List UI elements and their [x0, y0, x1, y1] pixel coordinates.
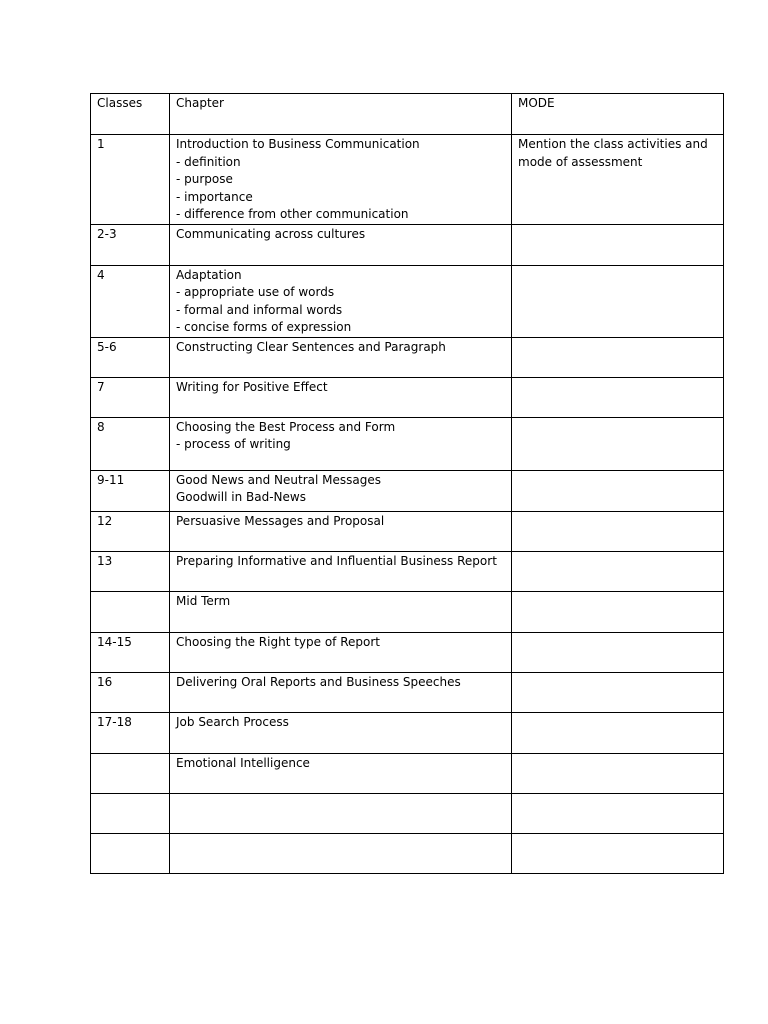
chapter-point: - formal and informal words: [176, 302, 343, 317]
classes-value: 17-18: [97, 714, 132, 729]
mode-cell: [512, 511, 724, 551]
table-row: [91, 753, 724, 793]
classes-cell: [91, 632, 170, 672]
mode-value: Mention the class activities and mode of assessment: [518, 137, 708, 169]
chapter-cell: [170, 265, 512, 337]
chapter-title: Choosing the Best Process and Form: [176, 419, 396, 434]
chapter-cell: [170, 377, 512, 417]
chapter-title: Good News and Neutral Messages: [176, 472, 381, 487]
table-row: [91, 672, 724, 712]
mode-cell: [512, 712, 724, 753]
mode-cell: [512, 377, 724, 417]
mode-cell: [512, 753, 724, 793]
chapter-cell: [170, 712, 512, 753]
classes-value: 8: [97, 419, 105, 434]
classes-value: 5-6: [97, 339, 117, 354]
chapter-cell: [170, 672, 512, 712]
mode-cell: [512, 417, 724, 470]
chapter-title: Choosing the Right type of Report: [176, 634, 380, 649]
chapter-cell: [170, 551, 512, 591]
classes-cell: [91, 265, 170, 337]
classes-cell: [91, 417, 170, 470]
chapter-title: Emotional Intelligence: [176, 755, 310, 770]
mode-cell: [512, 224, 724, 265]
chapter-point: - appropriate use of words: [176, 285, 335, 299]
chapter-cell: [170, 833, 512, 873]
table-row: [91, 712, 724, 753]
classes-value: 13: [97, 553, 113, 568]
mode-cell: [512, 632, 724, 672]
table-row: [91, 377, 724, 417]
classes-value: 14-15: [97, 634, 132, 649]
chapter-cell: [170, 793, 512, 833]
classes-value: 4: [97, 267, 105, 282]
chapter-title: Mid Term: [176, 593, 231, 608]
chapter-title: Job Search Process: [176, 714, 289, 729]
table-row: [91, 470, 724, 511]
chapter-cell: [170, 224, 512, 265]
classes-cell: [91, 337, 170, 377]
mode-cell: [512, 470, 724, 511]
table-row: [91, 337, 724, 377]
chapter-cell: [170, 753, 512, 793]
chapter-cell: [170, 591, 512, 632]
classes-cell: [91, 470, 170, 511]
header-classes: [91, 94, 170, 135]
table-row: [91, 511, 724, 551]
classes-cell: [91, 377, 170, 417]
chapter-title: Persuasive Messages and Proposal: [176, 513, 385, 528]
classes-value: 7: [97, 379, 105, 394]
table-row: [91, 632, 724, 672]
chapter-cell: [170, 511, 512, 551]
classes-value: 1: [97, 137, 105, 151]
mode-cell: [512, 672, 724, 712]
classes-value: 9-11: [97, 472, 125, 487]
chapter-cell: [170, 632, 512, 672]
table-row: [91, 591, 724, 632]
chapter-title: Delivering Oral Reports and Business Speeches: [176, 674, 461, 689]
mode-cell: [512, 135, 724, 225]
table-row: [91, 551, 724, 591]
classes-value: 12: [97, 513, 113, 528]
chapter-cell: [170, 337, 512, 377]
table-row: [91, 833, 724, 873]
mode-cell: [512, 591, 724, 632]
classes-cell: [91, 224, 170, 265]
chapter-point: - importance: [176, 189, 253, 204]
classes-cell: [91, 511, 170, 551]
chapter-title: Communicating across cultures: [176, 226, 366, 241]
chapter-point: Goodwill in Bad-News: [176, 490, 306, 504]
chapter-point: - purpose: [176, 172, 233, 186]
table-row: [91, 265, 724, 337]
classes-cell: [91, 591, 170, 632]
header-mode-label: MODE: [518, 96, 555, 110]
header-classes-label: Classes: [97, 96, 143, 110]
chapter-point: - process of writing: [176, 437, 291, 451]
chapter-title: Constructing Clear Sentences and Paragraph: [176, 339, 446, 354]
header-chapter: [170, 94, 512, 135]
chapter-point: - concise forms of expression: [176, 320, 352, 334]
classes-value: 16: [97, 674, 113, 689]
classes-value: 2-3: [97, 226, 117, 241]
chapter-cell: [170, 417, 512, 470]
table-header-row: [91, 94, 724, 135]
chapter-title: Writing for Positive Effect: [176, 379, 328, 394]
classes-cell: [91, 753, 170, 793]
mode-cell: [512, 265, 724, 337]
chapter-point: - definition: [176, 154, 241, 169]
chapter-point: - difference from other communication: [176, 207, 409, 221]
mode-cell: [512, 833, 724, 873]
table-row: [91, 417, 724, 470]
chapter-title: Preparing Informative and Influential Business Report: [176, 553, 497, 568]
mode-cell: [512, 551, 724, 591]
classes-cell: [91, 793, 170, 833]
header-chapter-label: Chapter: [176, 96, 224, 110]
classes-cell: [91, 712, 170, 753]
course-schedule-table: [90, 93, 724, 874]
chapter-cell: [170, 135, 512, 225]
classes-cell: [91, 551, 170, 591]
classes-cell: [91, 135, 170, 225]
table-row: [91, 224, 724, 265]
classes-cell: [91, 672, 170, 712]
chapter-cell: [170, 470, 512, 511]
mode-cell: [512, 793, 724, 833]
mode-cell: [512, 337, 724, 377]
table-row: [91, 793, 724, 833]
chapter-title: Introduction to Business Communication: [176, 137, 420, 151]
chapter-title: Adaptation: [176, 267, 242, 282]
classes-cell: [91, 833, 170, 873]
table-row: [91, 135, 724, 225]
header-mode: [512, 94, 724, 135]
